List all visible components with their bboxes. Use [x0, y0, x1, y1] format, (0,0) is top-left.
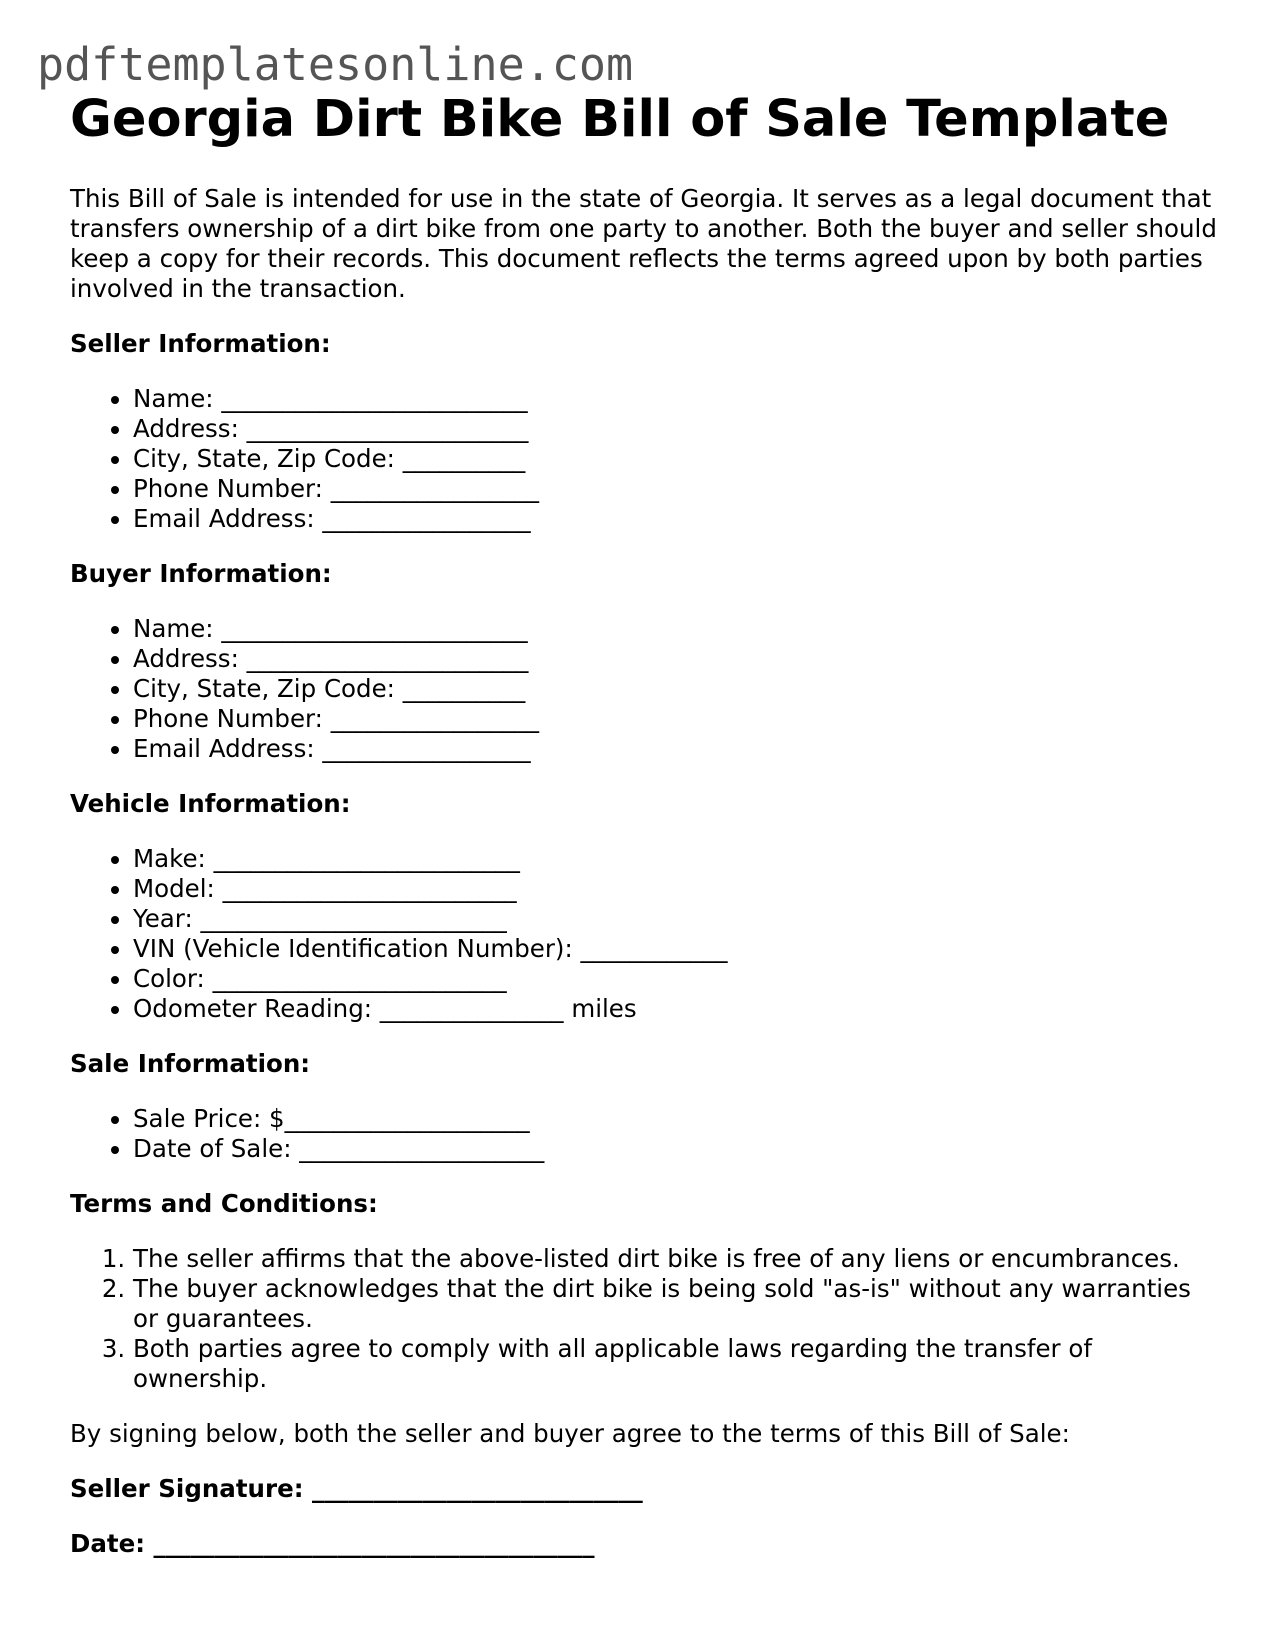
seller-email-field: • Email Address: _________________ [133, 504, 1220, 534]
vehicle-heading: Vehicle Information: [70, 789, 351, 818]
vehicle-year-field: • Year: _________________________ [133, 904, 1220, 934]
seller-phone-field: • Phone Number: _________________ [133, 474, 1220, 504]
buyer-email-field: • Email Address: _________________ [133, 734, 1220, 764]
seller-heading: Seller Information: [70, 329, 331, 358]
terms-heading: Terms and Conditions: [70, 1189, 378, 1218]
sale-date-field: • Date of Sale: ____________________ [133, 1134, 1220, 1164]
document-body [70, 88, 1220, 1559]
buyer-fields-list [70, 614, 1220, 764]
vehicle-vin-field: • VIN (Vehicle Identification Number): ____________ [133, 934, 1220, 964]
signing-statement: By signing below, both the seller and buyer agree to the terms of this Bill of Sale: [70, 1419, 1070, 1448]
seller-city-state-zip-field: • City, State, Zip Code: __________ [133, 444, 1220, 474]
vehicle-odometer-field: • Odometer Reading: _______________ miles [133, 994, 1220, 1024]
term-item: 2. The buyer acknowledges that the dirt bike is being sold "as-is" without any warranties or guarantees. [133, 1274, 1220, 1334]
buyer-name-field: • Name: _________________________ [133, 614, 1220, 644]
vehicle-color-field: • Color: ________________________ [133, 964, 1220, 994]
term-item: 1. The seller affirms that the above-listed dirt bike is free of any liens or encumbrances. [133, 1244, 1220, 1274]
sale-fields-list [70, 1104, 1220, 1164]
seller-signature-line: Seller Signature: ___________________________ [70, 1474, 643, 1503]
sale-heading: Sale Information: [70, 1049, 311, 1078]
vehicle-fields-list [70, 844, 1220, 1024]
watermark: pdftemplatesonline.com [37, 38, 634, 91]
terms-list [70, 1244, 1220, 1394]
intro-paragraph: This Bill of Sale is intended for use in the state of Georgia. It serves as a legal document that transfers ownership of a dirt bike from one party to another. Both the buyer and seller should keep a copy for their records. This document reflects the terms agreed upon by both parties involved in the transaction. [70, 184, 1217, 303]
vehicle-model-field: • Model: ________________________ [133, 874, 1220, 904]
vehicle-make-field: • Make: _________________________ [133, 844, 1220, 874]
term-item: 3. Both parties agree to comply with all applicable laws regarding the transfer of ownership. [133, 1334, 1220, 1394]
buyer-phone-field: • Phone Number: _________________ [133, 704, 1220, 734]
sale-price-field: • Sale Price: $____________________ [133, 1104, 1220, 1134]
page-title: Georgia Dirt Bike Bill of Sale Template [70, 90, 1170, 149]
buyer-address-field: • Address: _______________________ [133, 644, 1220, 674]
seller-name-field: • Name: _________________________ [133, 384, 1220, 414]
date-line: Date: ____________________________________ [70, 1529, 595, 1558]
seller-fields-list [70, 384, 1220, 534]
buyer-heading: Buyer Information: [70, 559, 332, 588]
buyer-city-state-zip-field: • City, State, Zip Code: __________ [133, 674, 1220, 704]
seller-address-field: • Address: _______________________ [133, 414, 1220, 444]
